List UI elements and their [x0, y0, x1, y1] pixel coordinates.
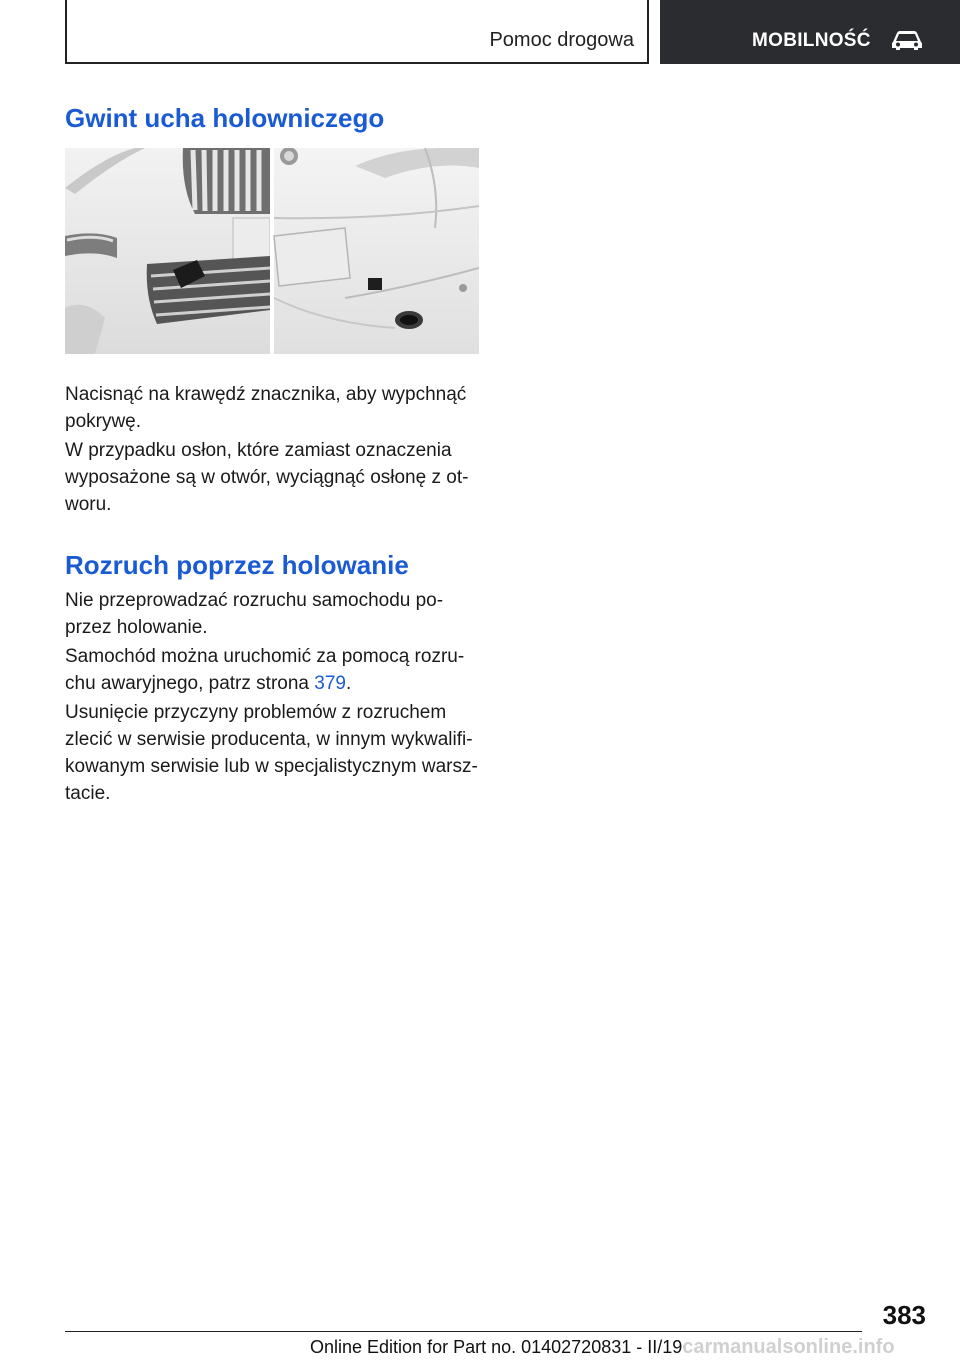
paragraph-no-tow-start: Nie przeprowadzać rozruchu samochodu po-przez holowanie.	[65, 590, 444, 638]
footer-text	[310, 1336, 895, 1359]
rear-tow-cover-marker	[368, 278, 382, 290]
footer-edition: Online Edition for Part no. 01402720831 - II/19	[310, 1337, 683, 1357]
page-link-379[interactable]: 379	[314, 673, 346, 694]
paragraph-press-marker: Nacisnąć na krawędź znacznika, aby wypchnąć pokrywę.	[65, 384, 467, 432]
jump-start-text-end: .	[345, 673, 352, 694]
header-chapter-tab[interactable]	[660, 0, 960, 64]
rear-license-plate	[274, 228, 350, 286]
page-number: 383	[882, 1300, 926, 1330]
paragraph-cover-with-hole: W przypadku osłon, które zamiast oznaczenia wyposażone są w otwór, wyciągnąć osłonę z ot-woru.	[65, 440, 469, 515]
header-section-title: Pomoc drogowa	[489, 29, 634, 51]
footer-watermark: carmanualsonline.info	[682, 1336, 895, 1358]
section-heading-tow-thread: Gwint ucha holowniczego	[65, 103, 385, 133]
paragraph-jump-start-reference	[65, 643, 485, 697]
tow-eye-cover-photo	[65, 148, 479, 354]
paragraph-service-recommendation: Usunięcie przyczyny problemów z rozruchem zlecić w serwisie producenta, w innym wykwalifi-kowanym serwisie lub w specjalistycznym warsz-tacie.	[65, 702, 478, 804]
footer-rule	[65, 1331, 862, 1332]
car-icon	[890, 28, 924, 52]
header-chapter-label: MOBILNOŚĆ	[752, 30, 871, 51]
jump-start-text: Samochód można uruchomić za pomocą rozru-chu awaryjnego, patrz strona	[65, 646, 465, 694]
front-grille	[183, 148, 270, 214]
section-heading-tow-start: Rozruch poprzez holowanie	[65, 550, 409, 580]
